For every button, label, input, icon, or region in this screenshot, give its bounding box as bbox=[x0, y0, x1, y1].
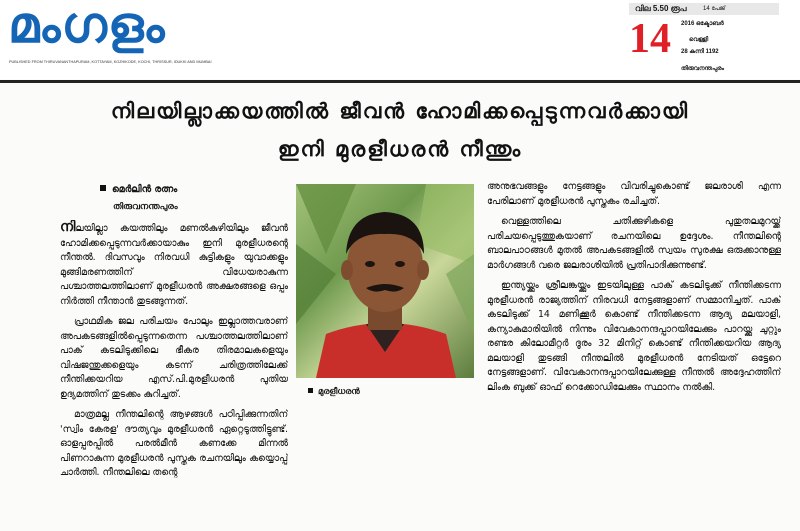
paragraph: നിലയില്ലാ കയത്തിലും മണൽകുഴിയിലും ജീവൻ ഹോമിക്കപ്പെടുന്നവർക്കായാകും ഇനി മുരളീധരന്റെ നീന്തൽ. ദിവസവും നിരവധി കുട്ടികളും യുവാക്കളും മുങ്ങിമരണത്തിന് വിധേയരാകുന്ന പശ്ചാത്തലത്തിലാണ് മുരളീധരൻ അക്ഷരങ്ങളെ ഒപ്പം നിർത്തി നീന്താൻ തുടങ്ങുന്നത്. bbox=[60, 220, 288, 307]
publisher-line: PUBLISHED FROM THIRUVANANTHAPURAM, KOTTAYAM, KOZHIKODE, KOCHI, THRISSUR, IDUKKI AND MUMBAI bbox=[9, 60, 212, 64]
issue-date: 2016 ഒക്ടോബർ bbox=[681, 21, 724, 27]
edition-place: തിരുവനന്തപുരം bbox=[681, 66, 725, 72]
article-column-left bbox=[60, 220, 288, 531]
dropcap: നി bbox=[60, 220, 76, 235]
page-number: 14 bbox=[629, 16, 671, 62]
paragraph: അനുഭവങ്ങളും നേട്ടങ്ങളും വിവരിച്ചുകൊണ്ട് ജലരാശി എന്ന പേരിലാണ് മുരളീധരൻ പുസ്തകം രചിച്ചത്. bbox=[487, 181, 781, 207]
headline-line-2: ഇനി മുരളീധരൻ നീന്തും bbox=[277, 137, 523, 161]
article-column-right bbox=[487, 180, 781, 531]
portrait-photo bbox=[296, 184, 474, 378]
page-count: 14 പേജ് bbox=[703, 6, 726, 12]
masthead bbox=[0, 0, 800, 79]
headline bbox=[0, 92, 800, 168]
masthead-divider bbox=[0, 80, 800, 83]
paragraph: ഇന്ത്യയ്ക്കും ശ്രീലങ്കയ്ക്കും ഇടയിലുള്ള പാക് കടലിടുക്ക് നീന്തിക്കടന്ന മുരളീധരൻ രാജ്യത്തിന് നിരവധി നേട്ടങ്ങളാണ് സമ്മാനിച്ചത്. പാക് കടലിടുക്ക് 14 മണിക്കൂർ കൊണ്ട് നീന്തിക്കടന്ന ആദ്യ മലയാളി, കന്യാകുമാരിയിൽ നിന്നും വിവേകാനന്ദപ്പാറയിലേക്കും പാറയ്ക്കു ചുറ്റും രണ്ടര കിലോമീറ്റർ ദൂരം 32 മിനിറ്റ് കൊണ്ട് നീന്തിക്കയറിയ ആദ്യ മലയാളി തുടങ്ങി നീന്തലിൽ മുരളീധരൻ നേടിയത് ഒട്ടേറെ നേട്ടങ്ങളാണ്. വിവേകാനന്ദപ്പാറയിലേക്കുള്ള നീന്തൽ അദ്ദേഹത്തിന് ലിംക ബുക്ക് ഓഫ് റെക്കോഡിലേക്കും സ്ഥാനം നൽകി. bbox=[487, 280, 781, 393]
issue-meta bbox=[629, 0, 796, 79]
issue-date-ml: 28 കന്നി 1192 bbox=[681, 49, 719, 55]
byline-author: മെർലിൻ രത്നം bbox=[112, 184, 178, 195]
byline-bullet bbox=[100, 185, 106, 191]
issue-weekday: വെള്ളി bbox=[689, 37, 709, 43]
dateline: തിരുവനന്തപുരം bbox=[113, 202, 178, 212]
caption-bullet bbox=[308, 388, 313, 393]
caption-text: മുരളീധരൻ bbox=[318, 387, 360, 397]
paragraph: പ്രാഥമിക ജല പരിചയം പോലും ഇല്ലാത്തവരാണ് അപകടങ്ങളിൽപ്പെടുന്നതെന്ന പശ്ചാത്തലത്തിലാണ് പാക് കടലിടുക്കിലെ ഭീകര തിരമാലകളെയും വിഷജന്തുക്കളെയും കടന്ന് ചരിത്രത്തിലേക്ക് നീന്തിക്കയറിയ എസ്.പി.മുരളീധരൻ പുതിയ ഉദ്യമത്തിന് തുടക്കം കുറിച്ചത്. bbox=[60, 316, 288, 400]
price-bar bbox=[629, 3, 779, 15]
newspaper-logo: മംഗളം bbox=[8, 0, 166, 54]
price: വില 5.50 രൂപ bbox=[635, 4, 687, 13]
paragraph: വെള്ളത്തിലെ ചതിക്കുഴികളെ പുതുതലമുറയ്ക്ക് പരിചയപ്പെടുത്തുകയാണ് രചനയിലെ ഉദ്ദേശം. നീന്തലിന്റെ ബാലപാഠങ്ങൾ മുതൽ അപകടങ്ങളിൽ സ്വയം സുരക്ഷ ഒരുക്കാനുള്ള മാർഗങ്ങൾ വരെ ജലരാശിയിൽ പ്രതിപാദിക്കുന്നുണ്ട്. bbox=[487, 216, 781, 271]
portrait-illustration bbox=[296, 184, 474, 378]
paragraph: മാത്രമല്ല നീന്തലിന്റെ ആഴങ്ങൾ പഠിപ്പിക്കുന്നതിന് 'സ്വിം കേരള' ദൗത്യവും മുരളീധരൻ ഏറ്റെടുത്തിട്ടുണ്ട്. ഓളപ്പരപ്പിൽ പരൽമീൻ കണക്കേ മിന്നൽ പിണറാകുന്ന മുരളീധരൻ പുസ്തക രചനയിലും കയ്യൊപ്പ് ചാർത്തി. നീന്തലിലെ തന്റെ bbox=[60, 409, 288, 478]
headline-line-1: നിലയില്ലാക്കയത്തിൽ ജീവൻ ഹോമിക്കപ്പെടുന്നവർക്കായി bbox=[110, 99, 690, 123]
photo-caption bbox=[308, 387, 360, 397]
byline bbox=[100, 184, 177, 195]
